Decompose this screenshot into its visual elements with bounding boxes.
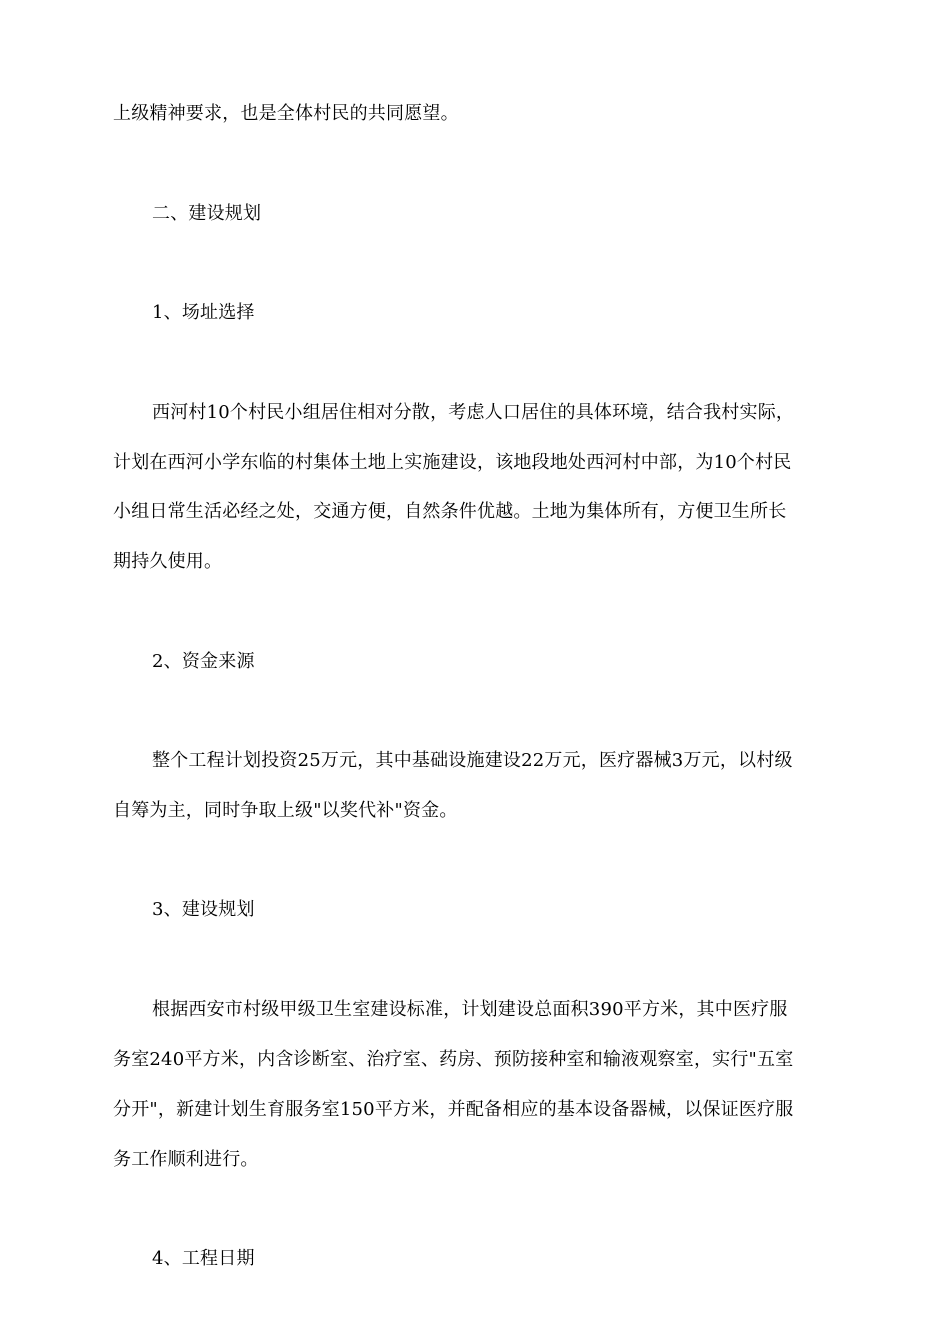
- plan-heading: 3、建设规划: [152, 899, 255, 920]
- intro-line: 上级精神要求，也是全体村民的共同愿望。: [113, 103, 459, 124]
- schedule-heading: 4、工程日期: [152, 1248, 255, 1269]
- site-paragraph-line: 西河村10个村民小组居住相对分散，考虑人口居住的具体环境，结合我村实际，: [152, 402, 795, 423]
- site-paragraph-line: 计划在西河小学东临的村集体土地上实施建设，该地段地处西河村中部，为10个村民: [113, 452, 792, 473]
- plan-paragraph-line: 根据西安市村级甲级卫生室建设标准，计划建设总面积390平方米，其中医疗服: [152, 999, 788, 1020]
- plan-paragraph-line: 务工作顺利进行。: [113, 1149, 259, 1170]
- site-paragraph-line: 小组日常生活必经之处，交通方便，自然条件优越。土地为集体所有，方便卫生所长: [113, 501, 787, 522]
- plan-paragraph-line: 分开"，新建计划生育服务室150平方米，并配备相应的基本设备器械，以保证医疗服: [113, 1099, 794, 1120]
- plan-paragraph-line: 务室240平方米，内含诊断室、治疗室、药房、预防接种室和输液观察室，实行"五室: [113, 1049, 794, 1070]
- funding-paragraph-line: 自筹为主，同时争取上级"以奖代补"资金。: [113, 800, 458, 821]
- site-heading: 1、场址选择: [152, 302, 255, 323]
- funding-paragraph-line: 整个工程计划投资25万元，其中基础设施建设22万元，医疗器械3万元，以村级: [152, 750, 793, 771]
- site-paragraph-line: 期持久使用。: [113, 551, 223, 572]
- section-heading: 二、建设规划: [152, 203, 262, 224]
- funding-heading: 2、资金来源: [152, 651, 255, 672]
